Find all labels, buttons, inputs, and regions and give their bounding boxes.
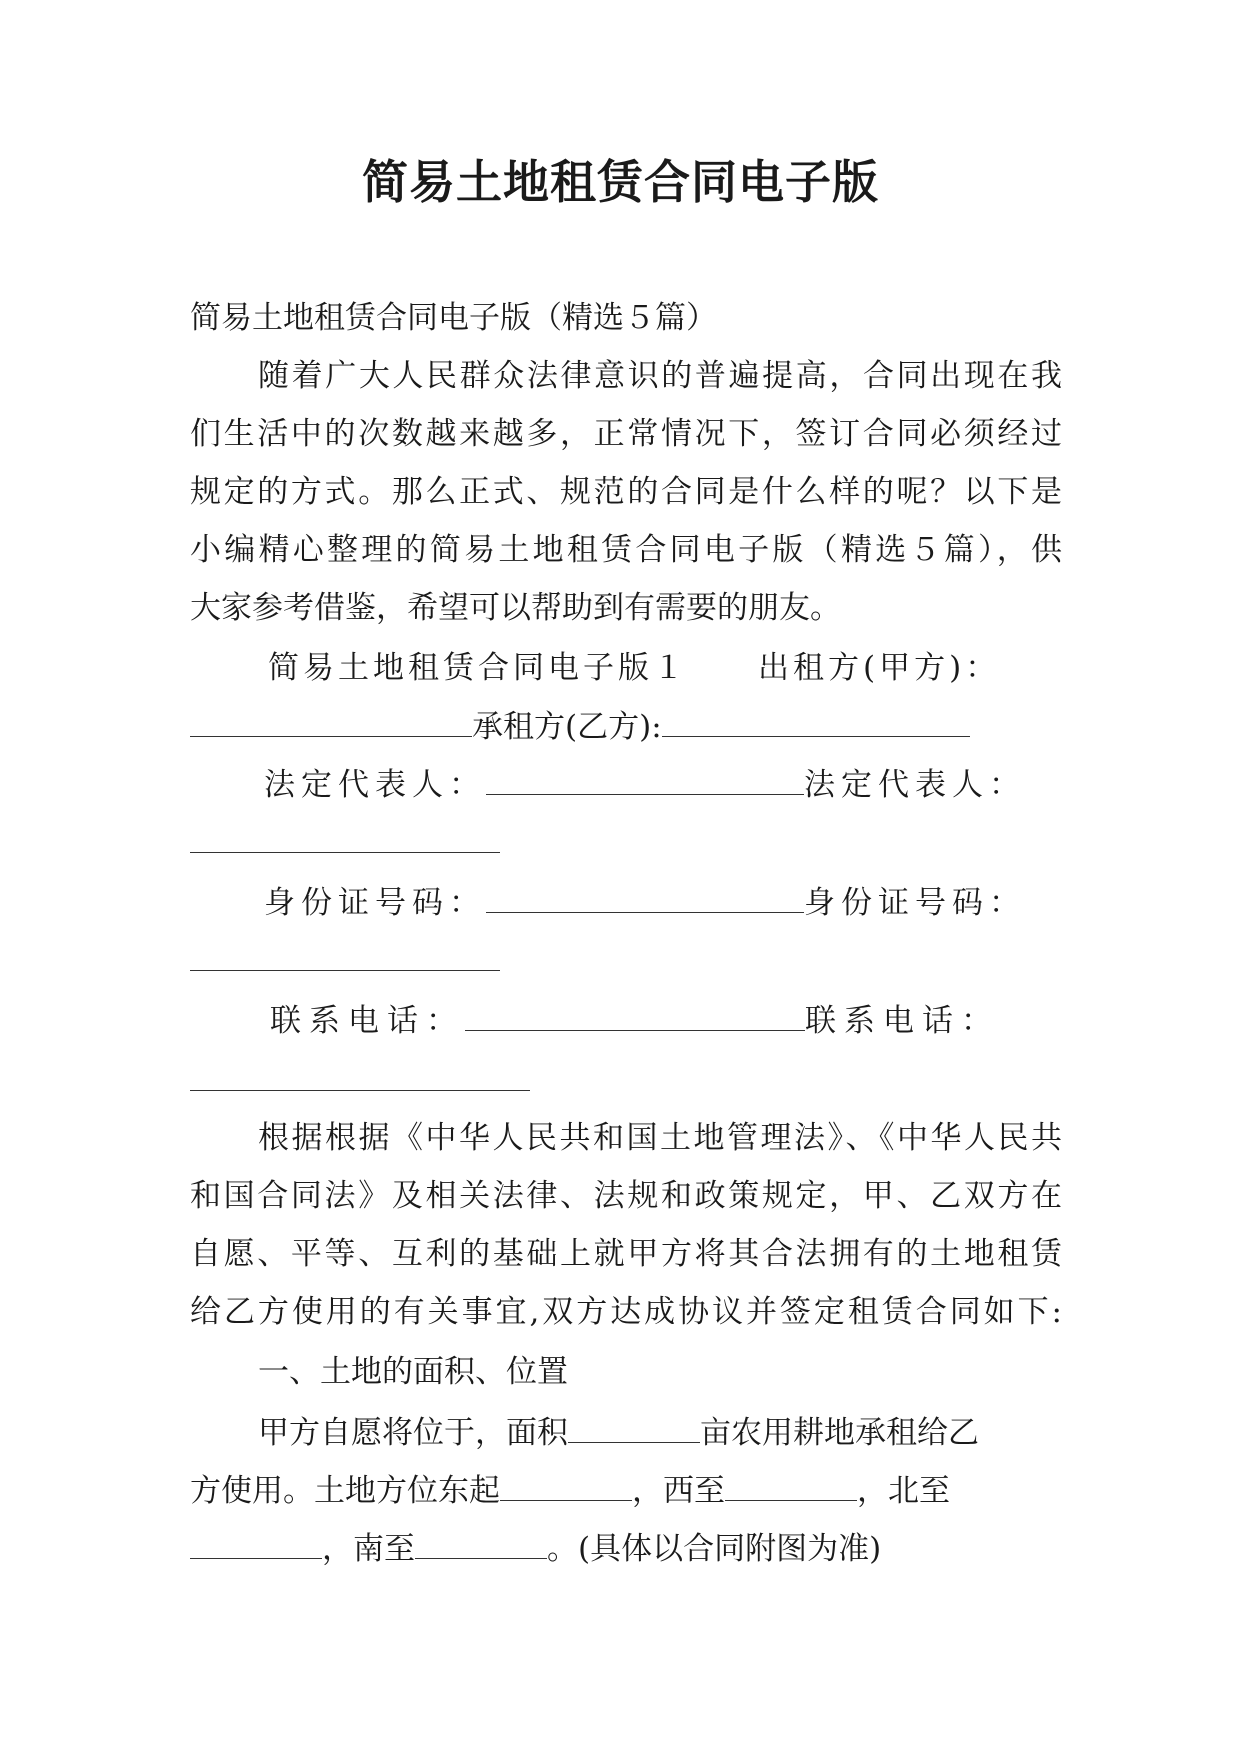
contract-heading-line <box>190 648 1062 688</box>
north-blank <box>190 1528 322 1559</box>
lessee-blank <box>662 706 970 737</box>
section1-text-c: 方使用。土地方位东起 <box>190 1473 500 1509</box>
id-number-line <box>190 882 1062 923</box>
section1-text-e: ，北至 <box>857 1473 950 1509</box>
basis-line-3: 自愿、平等、互利的基础上就甲方将其合法拥有的土地租赁 <box>190 1236 1062 1272</box>
section1-title: 一、土地的面积、位置 <box>258 1354 568 1390</box>
phone-label-b: 联系电话： <box>805 1003 1000 1039</box>
section1-text-f: ，南至 <box>322 1531 415 1567</box>
id-number-line-2 <box>190 940 1062 981</box>
document-subtitle: 简易土地租赁合同电子版（精选５篇） <box>190 300 717 336</box>
phone-label-a: 联系电话： <box>270 1003 465 1039</box>
legal-rep-line-2 <box>190 822 1062 863</box>
legal-rep-line <box>190 764 1062 805</box>
west-blank <box>725 1470 857 1501</box>
legal-rep-blank-b <box>190 822 500 853</box>
intro-line-3: 规定的方式。那么正式、规范的合同是什么样的呢？以下是 <box>190 474 1062 510</box>
section1-line-1 <box>190 1412 1062 1453</box>
intro-line-5: 大家参考借鉴，希望可以帮助到有需要的朋友。 <box>190 590 841 626</box>
basis-line-4: 给乙方使用的有关事宜,双方达成协议并签定租赁合同如下: <box>190 1294 1062 1330</box>
section1-line-3 <box>190 1528 1062 1569</box>
phone-blank-a <box>465 1000 805 1031</box>
phone-line-2 <box>190 1060 1062 1101</box>
id-number-blank-a <box>486 882 804 913</box>
document-title: 简易土地租赁合同电子版 <box>362 155 879 209</box>
phone-line <box>190 1000 1062 1041</box>
south-blank <box>415 1528 547 1559</box>
legal-rep-label-b: 法定代表人： <box>804 767 1026 803</box>
section1-text-b: 亩农用耕地承租给乙 <box>700 1415 979 1451</box>
lessee-line <box>190 706 1062 747</box>
basis-line-2: 和国合同法》及相关法律、法规和政策规定，甲、乙双方在 <box>190 1178 1062 1214</box>
legal-rep-blank-a <box>486 764 804 795</box>
lessor-blank <box>190 706 472 737</box>
id-number-label-b: 身份证号码： <box>804 885 1026 921</box>
lessor-label: 出租方(甲方)： <box>758 650 1001 686</box>
contract-heading: 简易土地租赁合同电子版１ <box>268 650 688 686</box>
section1-text-d: ，西至 <box>632 1473 725 1509</box>
lessee-label: 承租方(乙方): <box>472 709 662 745</box>
intro-line-2: 们生活中的次数越来越多，正常情况下，签订合同必须经过 <box>190 416 1062 452</box>
section1-text-g: 。(具体以合同附图为准) <box>547 1531 882 1567</box>
basis-line-1: 根据根据《中华人民共和国土地管理法》、《中华人民共 <box>258 1120 1062 1156</box>
section1-text-a: 甲方自愿将位于，面积 <box>258 1415 568 1451</box>
section1-line-2 <box>190 1470 1062 1511</box>
intro-line-1: 随着广大人民群众法律意识的普遍提高，合同出现在我 <box>258 358 1062 394</box>
id-number-label-a: 身份证号码： <box>264 885 486 921</box>
legal-rep-label-a: 法定代表人： <box>264 767 486 803</box>
phone-blank-b <box>190 1060 530 1091</box>
area-blank <box>568 1412 700 1443</box>
east-blank <box>500 1470 632 1501</box>
intro-line-4: 小编精心整理的简易土地租赁合同电子版（精选５篇），供 <box>190 532 1062 568</box>
id-number-blank-b <box>190 940 500 971</box>
